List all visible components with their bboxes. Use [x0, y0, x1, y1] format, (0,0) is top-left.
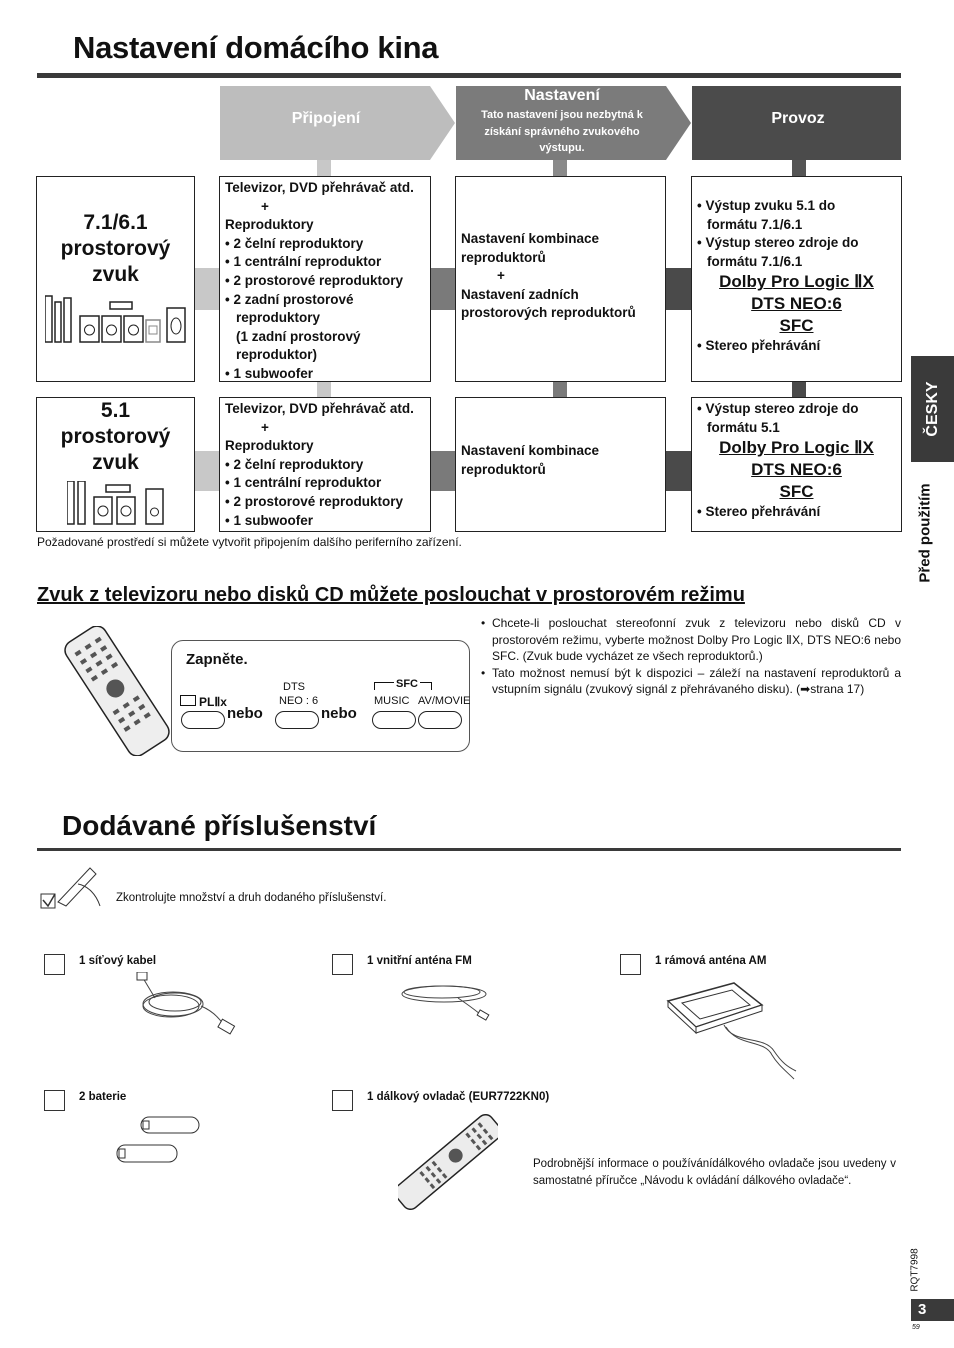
btn-dts-label: NEO : 6 [279, 695, 319, 707]
row51-setup-box: Nastavení kombinace reproduktorů [455, 397, 666, 532]
row71-label-box: 7.1/6.1 prostorový zvuk [36, 176, 195, 382]
connector [194, 268, 220, 310]
connector [665, 268, 692, 310]
batteries-icon [113, 1115, 205, 1167]
item-batteries: 2 baterie [79, 1091, 127, 1103]
row51-operation-box: • Výstup stereo zdroje do formátu 5.1 Dolby Pro Logic ⅡX DTS NEO:6 SFC • Stereo přehrávání [691, 397, 902, 532]
side-tab-lang: ČESKY [911, 356, 954, 462]
row51-label-box: 5.1 prostorový zvuk [36, 397, 195, 532]
accessories-rule [37, 848, 901, 851]
doc-code: RQT7998 [909, 1248, 921, 1292]
row51-connection-box: Televizor, DVD přehrávač atd. + Reproduktory • 2 čelní reproduktory • 1 centrální reproduktor • 2 prostorové reproduktory • 1 subwoofer [219, 397, 431, 532]
item-am-antenna: 1 rámová anténa AM [655, 955, 767, 967]
flow-setup-note: Tato nastavení jsou nezbytná k získání správného zvukového výstupu. [481, 109, 643, 154]
page-sub-number: 59 [912, 1324, 920, 1331]
side-tab-section: Před použitím [916, 483, 934, 583]
connector [665, 451, 692, 491]
btn-music-label: MUSIC [374, 695, 410, 707]
surround-notes: • Chcete-li poslouchat stereofonní zvuk z televizoru nebo disků CD v prostorovém režimu, vyberte možnost Dolby Pro Logic ⅡX, DTS NEO:6 nebo SFC. (Zvuk bude vycházet ze všech reproduktorů.) • Tato možnost nemusí být k dispozici – záleží na nastavení reproduktorů a vstupním signálu (zvukový signál z přehrávaného disku). (➡strana 17) [481, 615, 901, 698]
checkbox-am-antenna[interactable] [620, 954, 641, 975]
flow-setup-label: Nastavení [524, 87, 600, 104]
dts-neo6-button[interactable] [275, 711, 319, 729]
power-cable-icon [135, 972, 245, 1042]
row71-connection-box: Televizor, DVD přehrávač atd. + Reproduktory • 2 čelní reproduktory • 1 centrální reproduktor • 2 prostorové reproduktory • 2 zadní prostorové reproduktory (1 zadní prostorový reproduktor) • 1 subwoofer [219, 176, 431, 382]
item-power-cable: 1 síťový kabel [79, 955, 157, 967]
btn-sfc-label: SFC [396, 678, 418, 690]
item-remote: 1 dálkový ovladač (EUR7722KN0) [367, 1091, 550, 1103]
footnote: Požadované prostředí si můžete vytvořit připojením dalšího periferního zařízení. [37, 535, 462, 549]
remote-control-icon [52, 626, 182, 756]
surround-heading: Zvuk z televizoru nebo disků CD můžete poslouchat v prostorovém režimu [37, 584, 745, 606]
sfc-music-button[interactable] [372, 711, 416, 729]
flow-connection-label: Připojení [291, 110, 361, 127]
sfc-av-movie-button[interactable] [418, 711, 462, 729]
nebo-label: nebo [321, 705, 357, 722]
remote-icon [398, 1112, 498, 1212]
page-number: 3 [911, 1299, 954, 1321]
am-loop-antenna-icon [664, 975, 804, 1085]
pen-check-icon [38, 862, 104, 912]
accessories-title: Dodávané příslušenství [62, 810, 377, 841]
checkbox-fm-antenna[interactable] [332, 954, 353, 975]
btn-pl-label: PLⅡx [180, 695, 227, 709]
btn-av-label: AV/MOVIE [418, 695, 471, 707]
connector [194, 451, 220, 491]
item-fm-antenna: 1 vnitřní anténa FM [367, 955, 472, 967]
btn-dts-top-label: DTS [283, 681, 305, 693]
connector [430, 451, 456, 491]
connector [792, 380, 806, 397]
flow-operation-label: Provoz [771, 110, 825, 127]
remote-note: Podrobnější informace o používánídálkového ovladače jsou uvedeny v samostatné příručce „Návodu k ovládání dálkového ovladače“. [533, 1158, 896, 1187]
surround-callout [171, 640, 470, 752]
page-title: Nastavení domácího kina [73, 30, 439, 65]
checkbox-remote[interactable] [332, 1090, 353, 1111]
row71-setup-box: Nastavení kombinace reproduktorů + Nastavení zadních prostorových reproduktorů [455, 176, 666, 382]
row71-operation-box: • Výstup zvuku 5.1 do formátu 7.1/6.1 • Výstup stereo zdroje do formátu 7.1/6.1 Dolby Pro Logic ⅡX DTS NEO:6 SFC • Stereo přehrávání [691, 176, 902, 382]
check-note: Zkontrolujte množství a druh dodaného příslušenství. [116, 892, 387, 904]
fm-antenna-icon [398, 978, 498, 1028]
nebo-label: nebo [227, 705, 263, 722]
connector [430, 268, 456, 310]
pl2x-button[interactable] [181, 711, 225, 729]
checkbox-power-cable[interactable] [44, 954, 65, 975]
speakers-51-icon [67, 481, 169, 526]
callout-title: Zapněte. [186, 651, 248, 668]
checkbox-batteries[interactable] [44, 1090, 65, 1111]
title-rule [37, 73, 901, 78]
speakers-71-icon [45, 294, 187, 344]
connector [553, 380, 567, 397]
